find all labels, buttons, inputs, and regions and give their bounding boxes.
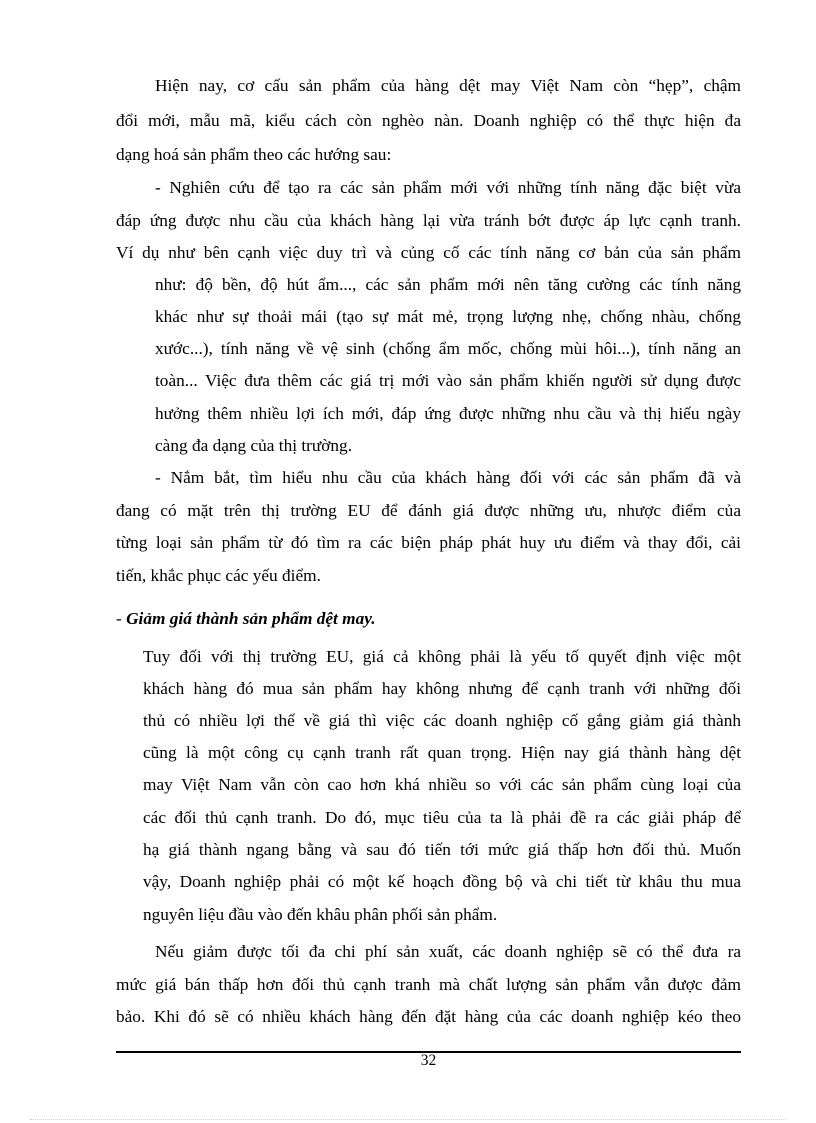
text-line: Tuy đối với thị trường EU, giá cả không phải là yếu tố quyết định việc một <box>143 647 741 666</box>
text-line: khác như sự thoải mái (tạo sự mát mẻ, trọng lượng nhẹ, chống nhàu, chống <box>155 307 741 326</box>
text-line: dạng hoá sản phẩm theo các hướng sau: <box>116 145 392 164</box>
text-line: vậy, Doanh nghiệp phải có một kế hoạch đồng bộ và chi tiết từ khâu thu mua <box>143 872 741 891</box>
text-line: hưởng thêm nhiều lợi ích mới, đáp ứng được những nhu cầu và thị hiếu ngày <box>155 404 741 423</box>
text-line: đáp ứng được nhu cầu của khách hàng lại vừa tránh bớt được áp lực cạnh tranh. <box>116 211 741 230</box>
section-heading <box>116 607 741 631</box>
text-line: Hiện nay, cơ cấu sản phẩm của hàng dệt may Việt Nam còn “hẹp”, chậm <box>155 76 741 95</box>
text-line: như: độ bền, độ hút ẩm..., các sản phẩm mới nên tăng cường các tính năng <box>155 275 741 294</box>
heading-text: Giảm giá thành sản phẩm dệt may. <box>126 609 376 628</box>
text-line: thủ có nhiều lợi thế về giá thì việc các doanh nghiệp cố gắng giảm giá thành <box>143 711 741 730</box>
heading-prefix: - <box>116 609 127 628</box>
text-line: khách hàng đó mua sản phẩm hay không nhưng để cạnh tranh với những đối <box>143 679 741 698</box>
text-line: từng loại sản phẩm từ đó tìm ra các biện pháp phát huy ưu điểm và thay đổi, cải <box>116 533 741 552</box>
text-line: - Nghiên cứu để tạo ra các sản phẩm mới với những tính năng đặc biệt vừa <box>155 178 741 197</box>
page-number: 32 <box>420 1052 437 1069</box>
text-line: bảo. Khi đó sẽ có nhiều khách hàng đến đặt hàng của các doanh nghiệp kéo theo <box>116 1007 741 1026</box>
text-line: cũng là một công cụ cạnh tranh rất quan trọng. Hiện nay giá thành hàng dệt <box>143 743 741 762</box>
text-line: may Việt Nam vẫn còn cao hơn khá nhiều so với các sản phẩm cùng loại của <box>143 775 741 794</box>
text-line: xước...), tính năng về vệ sinh (chống ẩm mốc, chống mùi hôi...), tính năng an <box>155 339 741 358</box>
text-line: - Nắm bắt, tìm hiểu nhu cầu của khách hàng đối với các sản phẩm đã và <box>155 468 741 487</box>
text-line: các đối thủ cạnh tranh. Do đó, mục tiêu của ta là phải đề ra các giải pháp để <box>143 808 741 827</box>
text-line: Nếu giảm được tối đa chi phí sản xuất, các doanh nghiệp sẽ có thể đưa ra <box>155 942 741 961</box>
page-edge-divider <box>30 1119 786 1120</box>
text-line: Ví dụ như bên cạnh việc duy trì và củng cố các tính năng cơ bản của sản phẩm <box>116 243 741 262</box>
text-line: nguyên liệu đầu vào đến khâu phân phối sản phẩm. <box>143 905 498 924</box>
text-line: toàn... Việc đưa thêm các giá trị mới vào sản phẩm khiến người sử dụng được <box>155 371 741 390</box>
text-line: càng đa dạng của thị trường. <box>155 436 353 455</box>
text-line: mức giá bán thấp hơn đối thủ cạnh tranh mà chất lượng sản phẩm vẫn được đảm <box>116 975 741 994</box>
text-line: tiến, khắc phục các yếu điểm. <box>116 566 321 585</box>
text-line: đang có mặt trên thị trường EU để đánh giá được những ưu, nhược điểm của <box>116 501 741 520</box>
text-line: hạ giá thành ngang bằng và sau đó tiến tới mức giá thấp hơn đối thủ. Muốn <box>143 840 741 859</box>
text-line: đổi mới, mẫu mã, kiểu cách còn nghèo nàn. Doanh nghiệp có thể thực hiện đa <box>116 111 741 130</box>
